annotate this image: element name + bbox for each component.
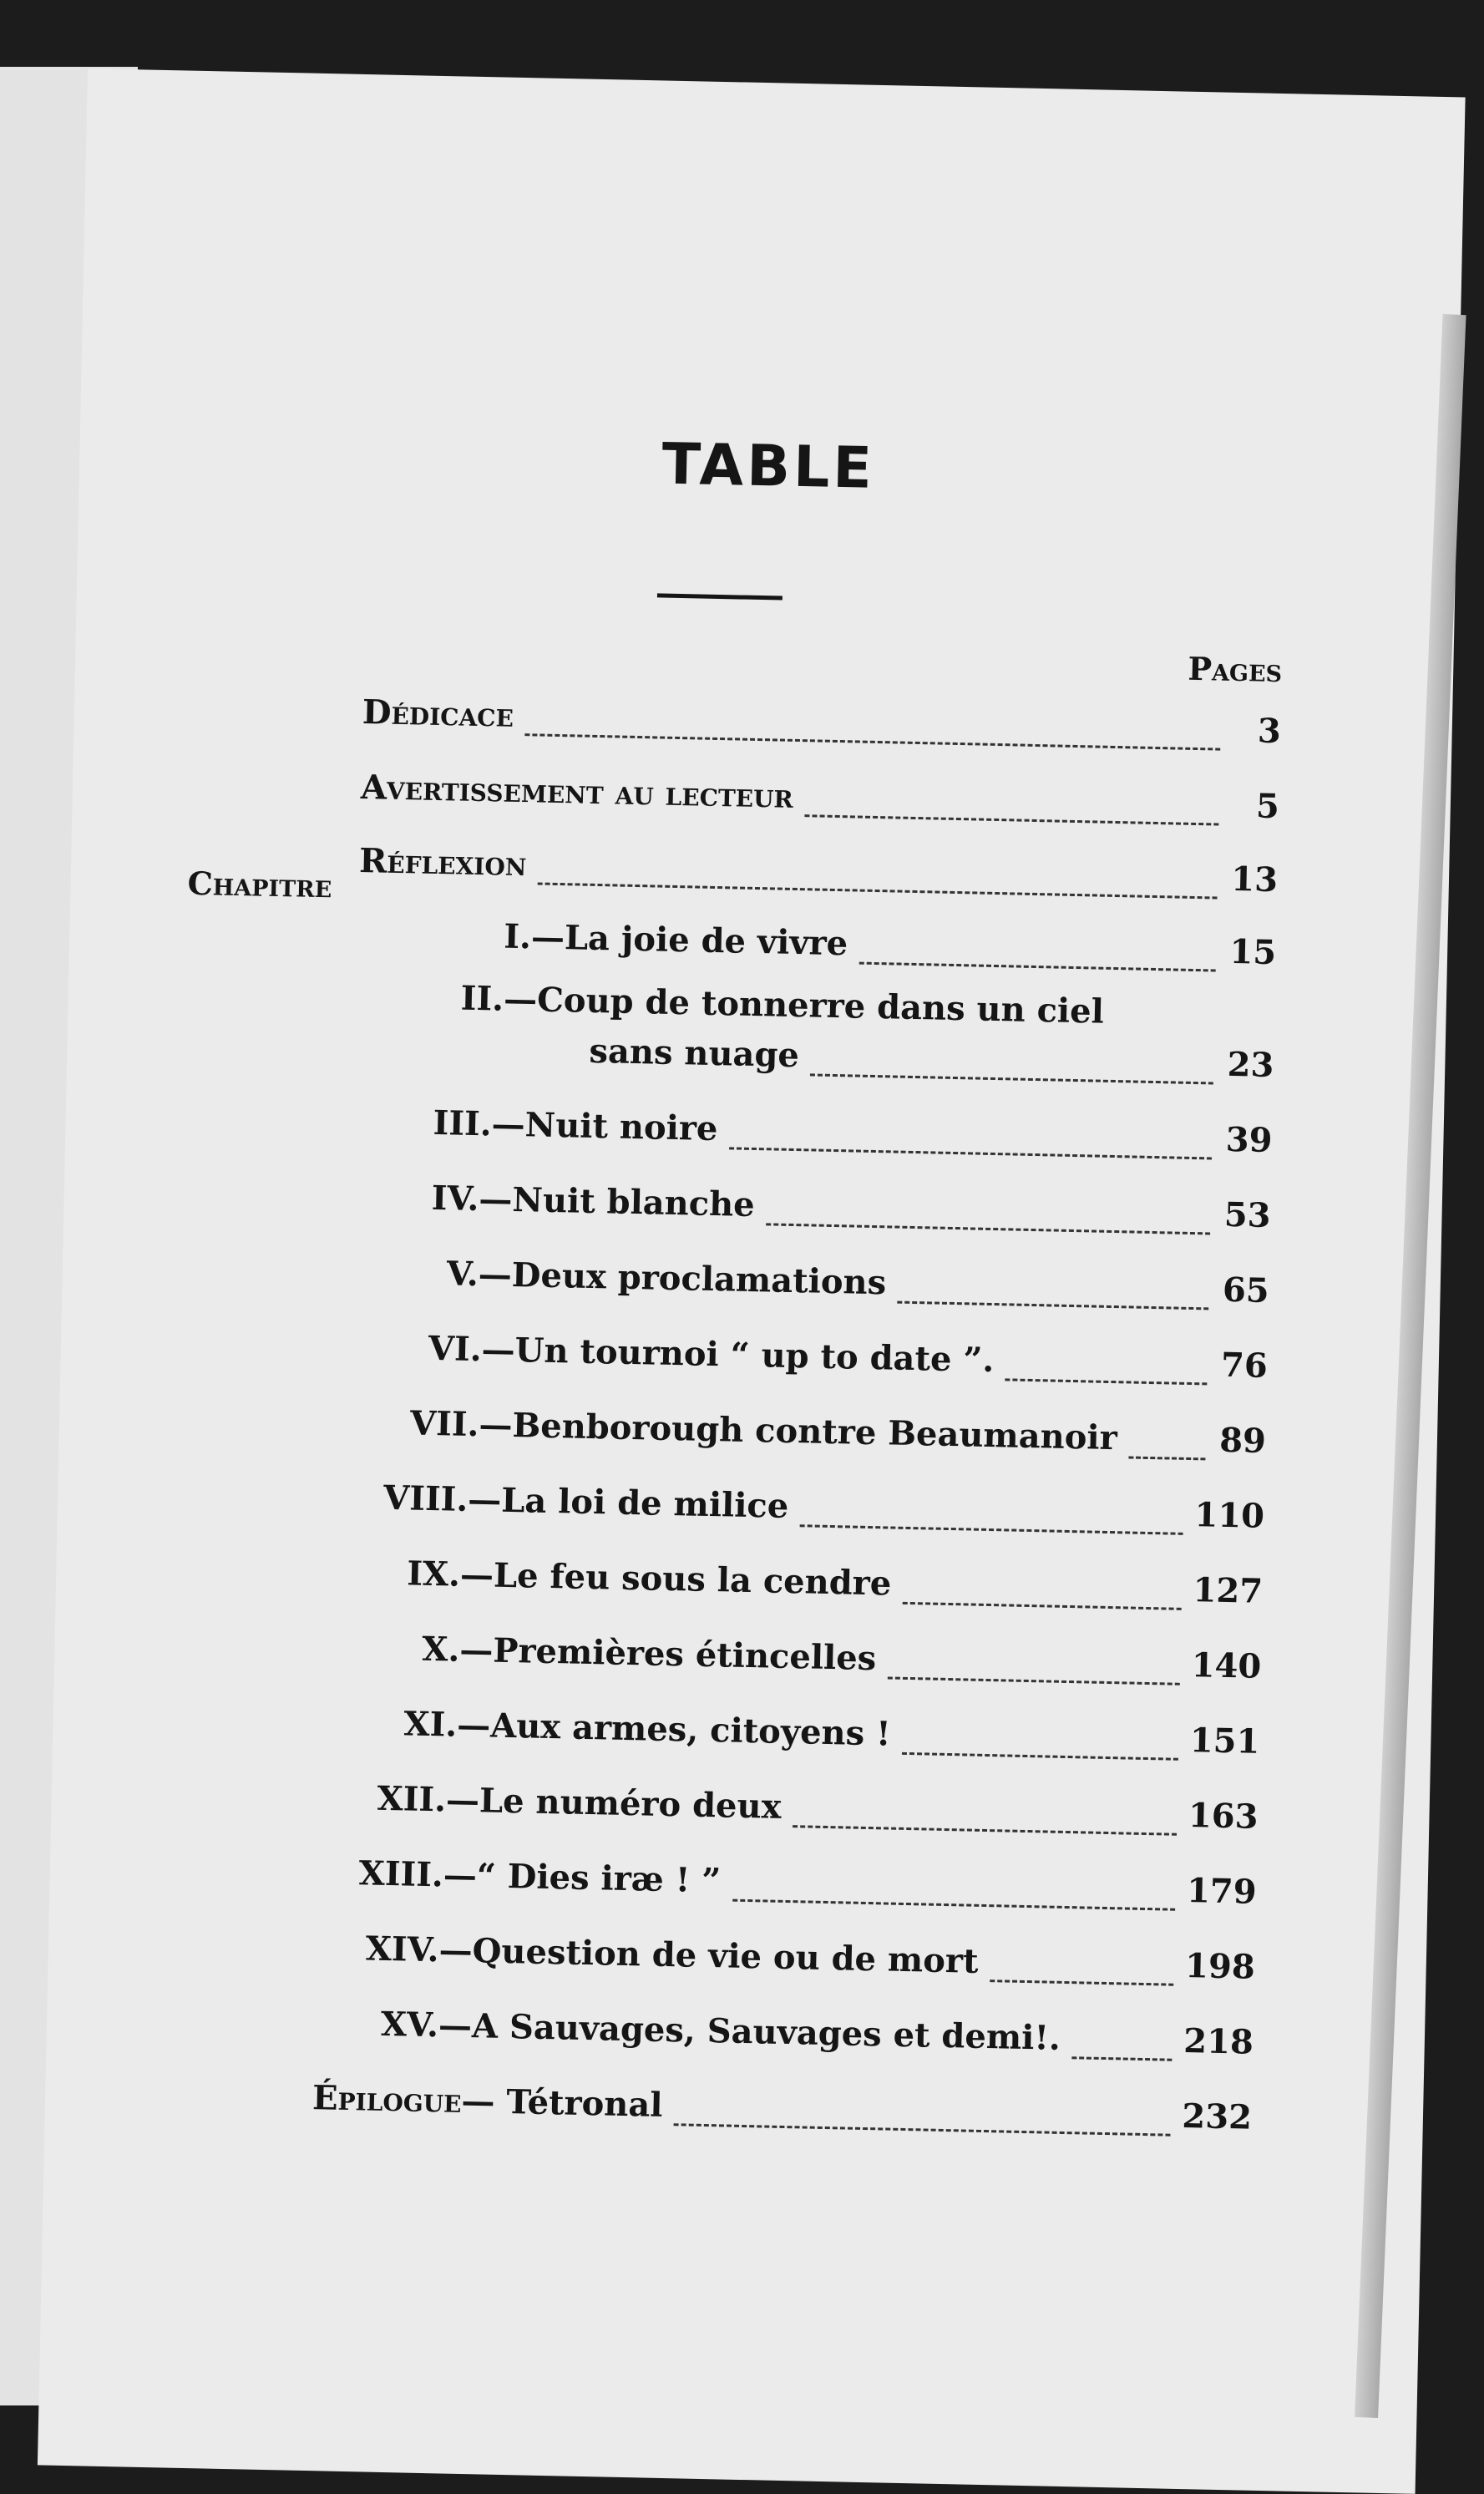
entry-page-number: 65 — [1222, 1270, 1270, 1310]
entry-number: XV. — [380, 2004, 439, 2045]
entry-number: XIII. — [358, 1853, 444, 1895]
dot-leader — [1071, 2056, 1172, 2061]
dot-leader — [800, 1524, 1183, 1535]
entry-number: XII. — [377, 1778, 447, 1820]
entry-number: XIV. — [365, 1929, 440, 1970]
dot-leader — [732, 1899, 1175, 1911]
chapter-entry — [358, 1853, 1257, 1923]
entry-page-number: 218 — [1183, 2021, 1254, 2062]
page-title: TABLE — [661, 431, 876, 502]
entry-title: Réflexion — [358, 841, 527, 885]
chapter-entry — [407, 1554, 1264, 1621]
entry-page-number: 76 — [1220, 1345, 1269, 1386]
chapter-entry — [377, 1779, 1259, 1848]
dot-leader — [903, 1602, 1182, 1610]
entry-page-number: 140 — [1191, 1645, 1262, 1686]
chapter-entry — [409, 1403, 1266, 1471]
dot-leader — [810, 1073, 1213, 1084]
dot-leader — [859, 962, 1216, 972]
front-matter-entry — [362, 692, 1281, 762]
entry-title: —La joie de vivre — [530, 917, 848, 964]
dot-leader — [674, 2123, 1170, 2136]
entry-page-number: 127 — [1193, 1570, 1264, 1611]
dot-leader — [538, 883, 1218, 900]
table-of-contents-page — [38, 68, 1466, 2494]
entry-number: V. — [446, 1254, 479, 1295]
chapter-entry — [380, 2005, 1254, 2073]
front-matter-entry — [358, 841, 1278, 910]
chapter-entry — [431, 1179, 1271, 1246]
chapter-entry — [382, 1478, 1264, 1547]
dot-leader — [524, 733, 1220, 750]
dot-leader — [793, 1825, 1177, 1836]
entry-title: —Nuit blanche — [478, 1179, 756, 1225]
entry-title: —Premières étincelles — [458, 1630, 877, 1679]
dot-leader — [804, 814, 1218, 825]
entry-page-number: 179 — [1186, 1871, 1258, 1912]
entry-number: VIII. — [382, 1478, 468, 1519]
entry-number: VII. — [409, 1403, 479, 1445]
entry-page-number: 198 — [1184, 1946, 1256, 1987]
entry-page-number: 3 — [1257, 711, 1282, 752]
entry-number: III. — [433, 1103, 493, 1144]
entry-title: —“ Dies iræ ! ” — [443, 1855, 722, 1901]
entry-page-number: 163 — [1188, 1796, 1259, 1837]
entry-number: I. — [503, 916, 532, 957]
entry-title: —Deux proclamations — [478, 1255, 887, 1303]
chapter-entry-first-line: II.—Coup de tonnerre dans un ciel — [460, 978, 1105, 1032]
entry-page-number: 232 — [1181, 2096, 1253, 2137]
entry-number: Épilogue — [311, 2078, 463, 2121]
chapter-entry — [403, 1704, 1260, 1772]
dot-leader — [1128, 1456, 1205, 1460]
entry-number: VI. — [428, 1328, 483, 1370]
entry-title: —Benborough contre Beaumanoir — [478, 1405, 1118, 1458]
pages-column-header: Pages — [1188, 649, 1283, 690]
page-edge — [1355, 314, 1466, 2418]
dot-leader — [1005, 1378, 1208, 1385]
entry-page-number: 13 — [1230, 859, 1279, 900]
dot-leader — [888, 1676, 1180, 1685]
chapter-entry — [446, 1254, 1269, 1321]
entry-title: Avertissement au lecteur — [360, 768, 794, 816]
entry-title: —Nuit noire — [491, 1104, 718, 1149]
title-rule — [657, 593, 783, 600]
chapter-entry — [365, 1929, 1255, 1997]
entry-page-number: 89 — [1218, 1420, 1267, 1461]
entry-number: IV. — [431, 1178, 479, 1219]
entry-title: Dédicace — [362, 692, 514, 735]
entry-number: XI. — [403, 1704, 458, 1745]
dot-leader — [990, 1979, 1173, 1986]
entry-title: —Le feu sous la cendre — [459, 1554, 892, 1604]
epilogue-entry — [311, 2078, 1252, 2148]
chapter-entry — [428, 1329, 1268, 1397]
dot-leader — [766, 1223, 1210, 1234]
dot-leader — [729, 1147, 1212, 1159]
chapter-entry — [422, 1630, 1262, 1697]
entry-page-number: 23 — [1227, 1044, 1274, 1086]
chapitre-label: Chapitre — [187, 864, 332, 905]
chapter-entry — [504, 917, 1277, 983]
entry-page-number: 15 — [1228, 931, 1277, 973]
entry-title: —Question de vie ou de mort — [438, 1930, 979, 1981]
entry-number: X. — [421, 1629, 460, 1670]
entry-title: —La loi de milice — [467, 1479, 789, 1526]
entry-title: —Aux armes, citoyens ! — [456, 1705, 892, 1754]
entry-title: sans nuage — [589, 1031, 800, 1076]
chapter-entry — [589, 1032, 1274, 1096]
entry-page-number: 39 — [1225, 1119, 1273, 1160]
entry-page-number: 5 — [1255, 786, 1280, 827]
chapter-entry — [433, 1103, 1273, 1171]
entry-number: IX. — [406, 1554, 461, 1594]
entry-title: —Un tournoi “ up to date ”. — [481, 1330, 995, 1381]
entry-page-number: 53 — [1223, 1194, 1272, 1235]
dot-leader — [902, 1752, 1178, 1761]
entry-title: —Le numéro deux — [445, 1780, 782, 1827]
front-matter-entry — [360, 768, 1279, 837]
entry-page-number: 151 — [1189, 1721, 1260, 1762]
dot-leader — [898, 1301, 1209, 1310]
entry-title: — Tétronal — [461, 2081, 663, 2125]
entry-title: —A Sauvages, Sauvages et demi!. — [438, 2005, 1061, 2058]
entry-page-number: 110 — [1194, 1495, 1265, 1536]
